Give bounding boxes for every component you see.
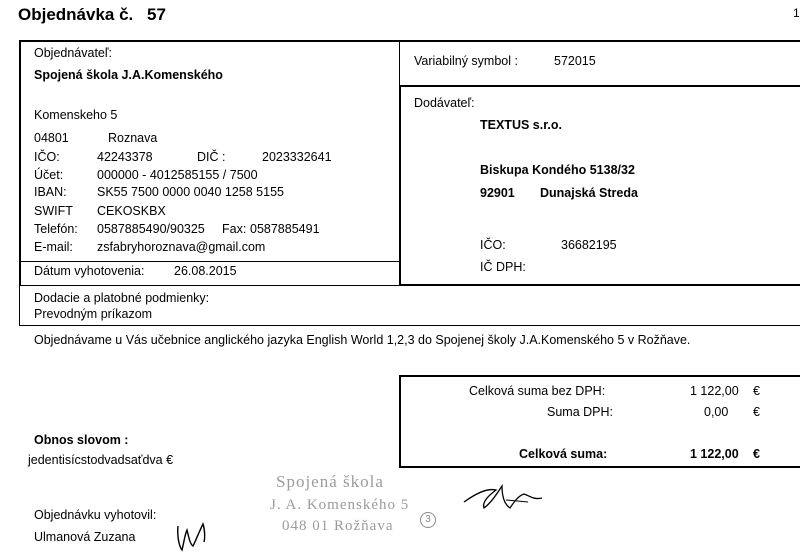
terms-bottom-line [19, 325, 800, 326]
words-label: Obnos slovom : [34, 433, 129, 447]
supplier-box-left [399, 85, 401, 285]
stamp-line-1: Spojená škola [276, 472, 384, 491]
terms-label: Dodacie a platobné podmienky: [34, 291, 210, 305]
customer-dic: 2023332641 [262, 150, 332, 164]
customer-fax: 0587885491 [250, 222, 320, 236]
total-base-value: 1 122,00 [690, 384, 739, 398]
customer-phone: 0587885490/90325 [97, 222, 205, 236]
totals-box-top [399, 375, 800, 377]
stamp-line-2: J. A. Komenského 5 [270, 497, 410, 513]
customer-iban: SK55 7500 0000 0040 1258 5155 [97, 185, 284, 199]
totals-box-bottom [399, 466, 800, 468]
frame-top-border [19, 40, 800, 42]
customer-ico: 42243378 [97, 150, 153, 164]
customer-email-label: E-mail: [34, 240, 73, 254]
customer-email: zsfabryhoroznava@gmail.com [97, 240, 266, 254]
customer-zip: 04801 [34, 131, 69, 145]
customer-fax-label: Fax: [222, 222, 247, 236]
supplier-ico: 36682195 [561, 238, 617, 252]
supplier-ico-label: IČO: [480, 238, 506, 252]
stamp-line-3: 048 01 Rožňava [282, 518, 394, 534]
order-text: Objednávame u Vás učebnice anglického jazyka English World 1,2,3 do Spojenej školy J.A.Komenského 5 v Rožňave. [34, 333, 691, 347]
vat-label: Suma DPH: [547, 405, 613, 419]
supplier-label: Dodávateľ: [414, 96, 475, 110]
supplier-name: TEXTUS s.r.o. [480, 118, 562, 132]
date-label: Dátum vyhotovenia: [34, 264, 145, 278]
customer-label: Objednávateľ: [34, 46, 113, 60]
author-name: Ulmanová Zuzana [34, 530, 136, 544]
grand-total-label: Celková suma: [519, 447, 608, 461]
customer-city: Roznava [108, 131, 158, 145]
customer-ico-label: IČO: [34, 150, 60, 164]
date-value: 26.08.2015 [174, 264, 237, 278]
terms-top-line [19, 285, 800, 286]
customer-iban-label: IBAN: [34, 185, 67, 199]
page-number: 1 [793, 6, 800, 20]
vat-value: 0,00 [704, 405, 729, 419]
divider-varsym [399, 41, 400, 85]
varsym-label: Variabilný symbol : [414, 54, 518, 68]
customer-street: Komenskeho 5 [34, 108, 118, 122]
supplier-city: Dunajská Streda [540, 186, 638, 200]
customer-name: Spojená škola J.A.Komenského [34, 68, 223, 82]
customer-phone-label: Telefón: [34, 222, 78, 236]
date-divider [19, 261, 399, 262]
grand-total-value: 1 122,00 [690, 447, 739, 461]
customer-swift: CEKOSKBX [97, 204, 166, 218]
supplier-zip: 92901 [480, 186, 515, 200]
author-signature [172, 512, 212, 552]
vat-currency: € [753, 405, 760, 419]
terms-left-line [19, 285, 20, 325]
words-value: jedentisícstodvadsaťdva € [28, 453, 174, 467]
total-base-currency: € [753, 384, 760, 398]
author-label: Objednávku vyhotovil: [34, 508, 157, 522]
customer-swift-label: SWIFT [34, 204, 73, 218]
totals-box-left [399, 375, 401, 467]
supplier-icdph-label: IČ DPH: [480, 260, 526, 274]
frame-left-border [19, 40, 21, 285]
grand-total-currency: € [753, 447, 760, 461]
stamp-mark: 3 [420, 512, 436, 528]
supplier-box-top [399, 85, 800, 87]
customer-ucet-label: Účet: [34, 168, 64, 182]
terms-value: Prevodným príkazom [34, 307, 153, 321]
varsym-value: 572015 [554, 54, 596, 68]
supplier-street: Biskupa Kondého 5138/32 [480, 163, 635, 177]
customer-dic-label: DIČ : [197, 150, 226, 164]
total-base-label: Celková suma bez DPH: [469, 384, 606, 398]
customer-ucet: 000000 - 4012585155 / 7500 [97, 168, 258, 182]
order-number: 57 [147, 5, 166, 24]
approver-signature [458, 478, 548, 518]
document-title: Objednávka č. [18, 5, 134, 24]
